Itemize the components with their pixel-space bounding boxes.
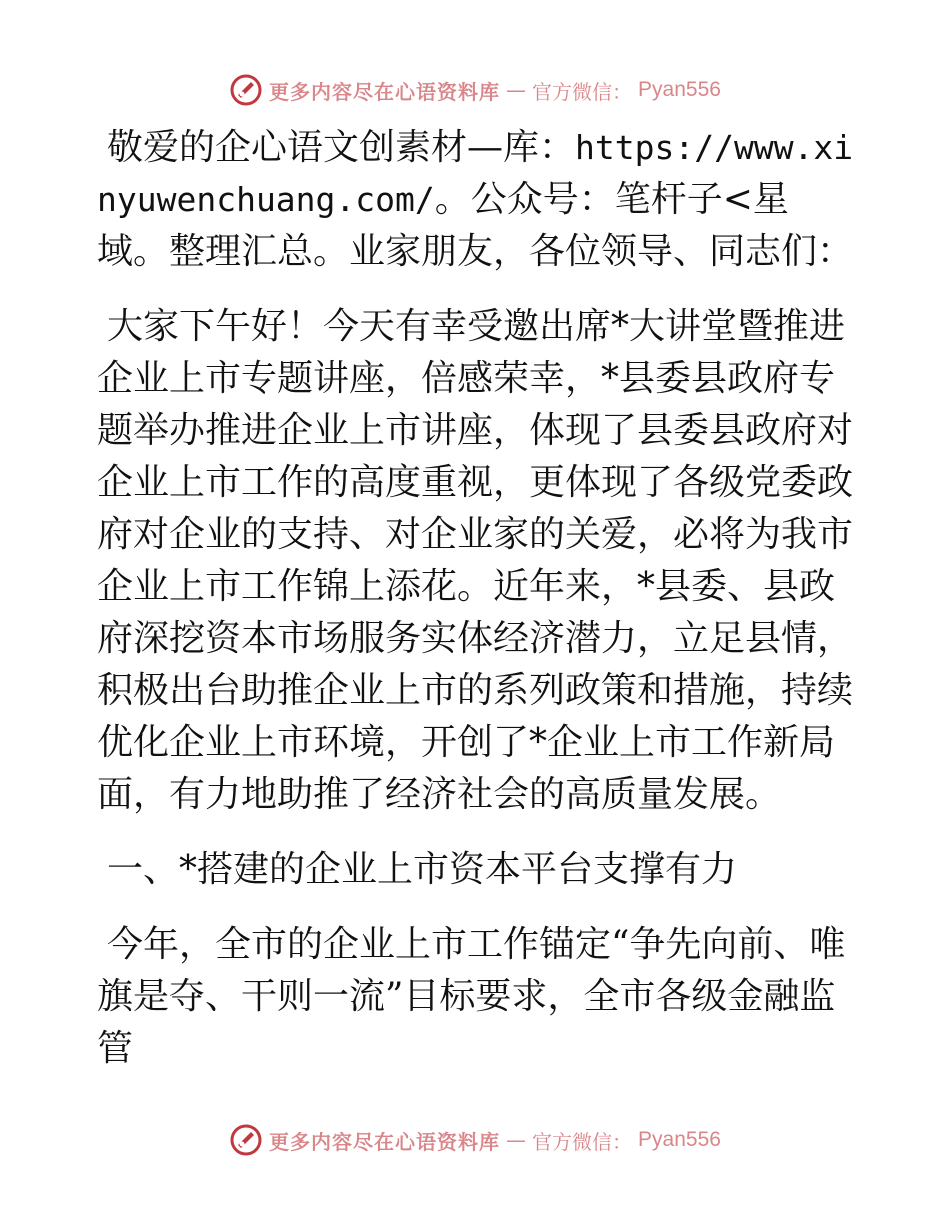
watermark-text: 更多内容尽在心语资料库 — [269, 79, 501, 104]
watermark-text: 更多内容尽在心语资料库 — [269, 1129, 501, 1154]
section-heading-1: 一、*搭建的企业上市资本平台支撑有力 — [107, 849, 738, 890]
watermark-wechat-id: Pyan556 — [638, 1128, 721, 1151]
watermark-wechat-id: Pyan556 — [638, 78, 721, 101]
watermark-wechat-label: 官方微信： — [532, 1129, 633, 1154]
watermark-footer — [0, 1120, 950, 1160]
intro-url: https://www.xinyuwenchuang.com/ — [97, 128, 854, 219]
document-body — [97, 122, 857, 1098]
seal-logo-icon — [229, 73, 263, 107]
intro-text-continued: 。公众号：笔杆子<星域。整理汇总。业家朋友，各位领导、同志们： — [97, 179, 854, 272]
paragraph-1: 大家下午好！今天有幸受邀出席*大讲堂暨推进企业上市专题讲座，倍感荣幸，*县委县政府专题举办推进企业上市讲座，体现了县委县政府对企业上市工作的高度重视，更体现了各级党委政府对企业的支持、对企业家的关爱，必将为我市企业上市工作锦上添花。近年来，*县委、县政府深挖资本市场服务实体经济潜力，立足县情，积极出台助推企业上市的系列政策和措施，持续优化企业上市环境，开创了*企业上市工作新局面，有力地助推了经济社会的高质量发展。 — [97, 306, 854, 815]
watermark-header — [0, 70, 950, 110]
watermark-dash: — — [506, 1128, 527, 1152]
watermark-dash: — — [506, 78, 527, 102]
watermark-wechat-label: 官方微信： — [532, 79, 633, 104]
seal-logo-icon — [229, 1123, 263, 1157]
intro-paragraph — [97, 122, 857, 278]
intro-text: 敬爱的企心语文创素材—库： — [107, 127, 576, 168]
paragraph-2: 今年，全市的企业上市工作锚定“争先向前、唯旗是夺、干则一流”目标要求，全市各级金融监管 — [97, 924, 846, 1069]
